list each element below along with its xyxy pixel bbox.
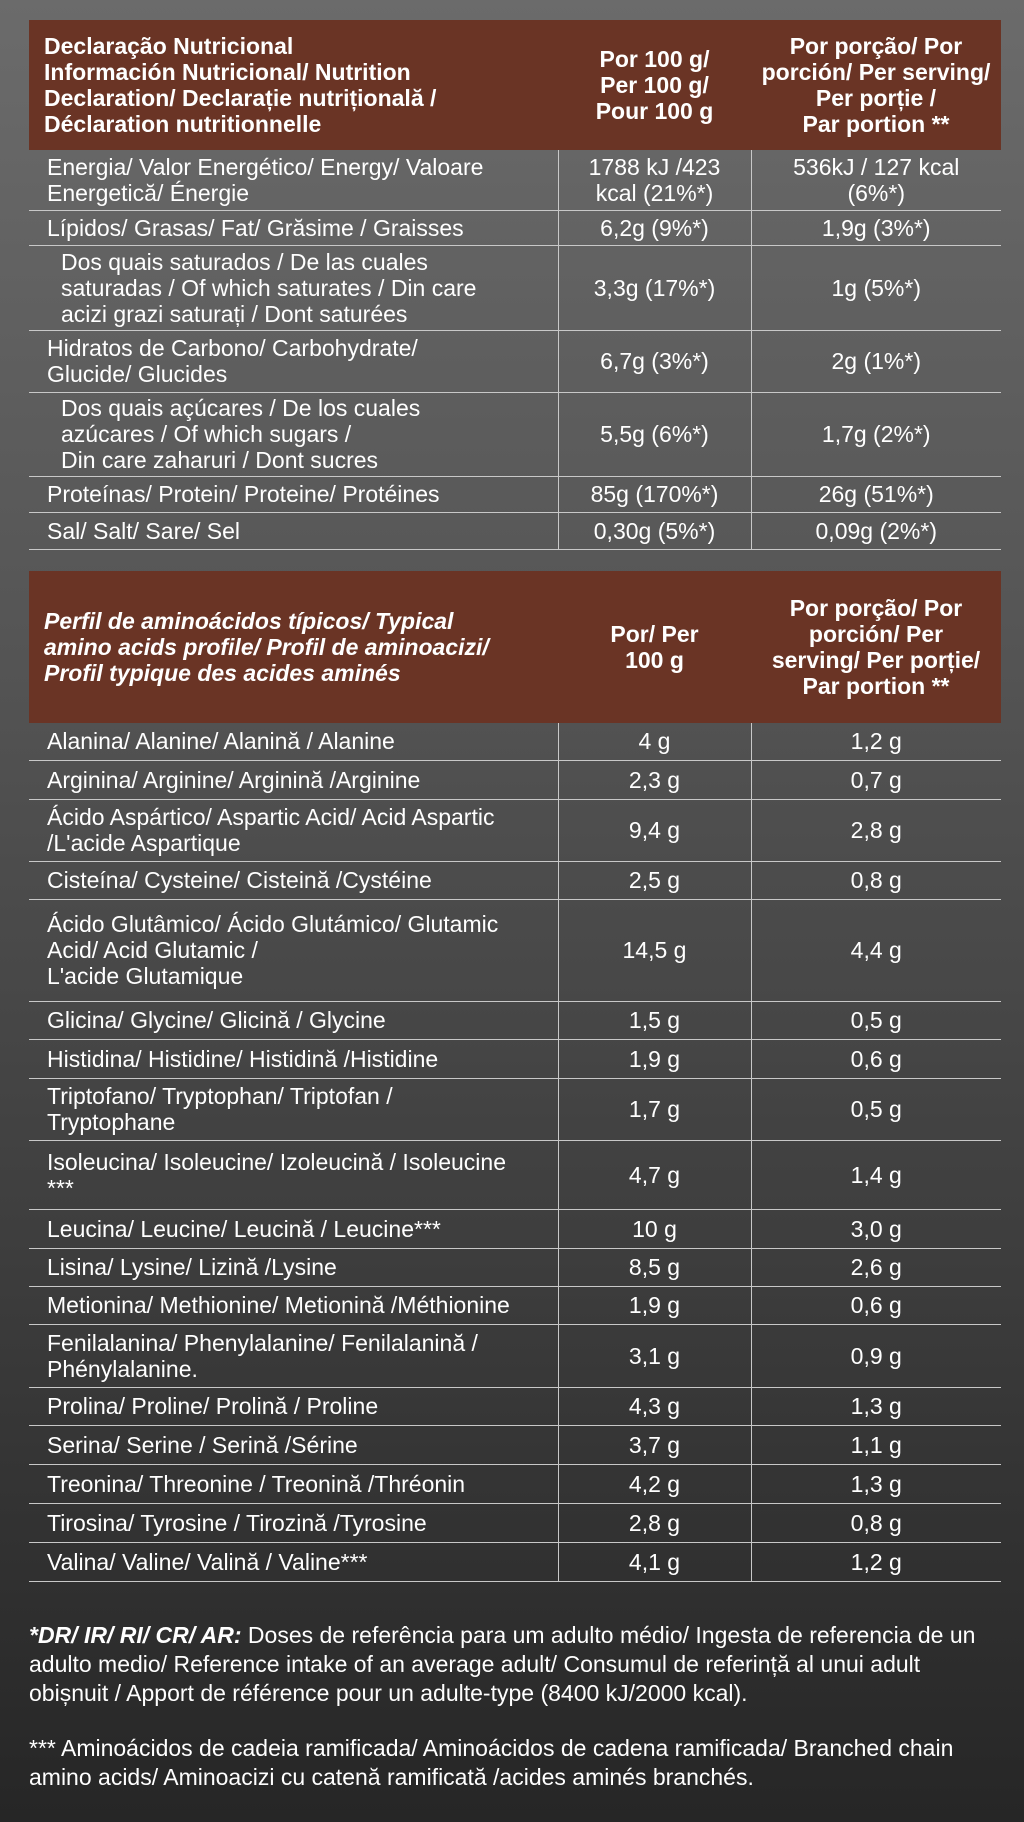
nutrient-per-100g-line: 3,3g (17%*) — [593, 274, 716, 301]
bcaa-footnote: *** Aminoácidos de cadeia ramificada/ Aminoácidos de cadena ramificada/ Branched chain amino acids/ Aminoacizi cu catenă ramificată /acides aminés branchés. — [29, 1735, 954, 1790]
amino-per-100g: 1,9 g — [558, 1286, 751, 1324]
amino-per-serving: 1,4 g — [751, 1140, 1001, 1209]
header-line: Por/ Per — [610, 621, 699, 647]
amino-name — [29, 1286, 558, 1324]
amino-row — [29, 799, 1001, 861]
amino-row — [29, 861, 1001, 899]
amino-row — [29, 1503, 1001, 1542]
amino-per-100g: 14,5 g — [558, 899, 751, 1001]
amino-per-serving: 2,8 g — [751, 799, 1001, 861]
nutrient-per-100g-line: kcal (21%*) — [595, 179, 714, 206]
nutrient-name-line: azúcares / Of which sugars / — [61, 421, 352, 447]
amino-name — [29, 1209, 558, 1248]
amino-per-serving: 2,6 g — [751, 1248, 1001, 1286]
amino-name — [29, 799, 558, 861]
amino-row — [29, 1286, 1001, 1324]
amino-name-line: Ácido Aspártico/ Aspartic Acid/ Acid Aspartic — [47, 804, 495, 830]
amino-per-serving: 0,6 g — [751, 1039, 1001, 1078]
amino-row — [29, 1001, 1001, 1039]
amino-per-100g: 4,3 g — [558, 1387, 751, 1425]
nutrient-per-serving — [751, 330, 1001, 392]
header-line: Declaração Nutricional — [44, 33, 294, 59]
amino-per-100g: 3,1 g — [558, 1324, 751, 1387]
header-line: Por porção/ Por — [789, 595, 963, 621]
header-line: Per porție / — [815, 85, 937, 111]
nutrient-name-line: Din care zaharuri / Dont sucres — [61, 447, 379, 473]
nutrition-row — [29, 330, 1001, 392]
amino-name-line: Fenilalanina/ Phenylalanine/ Fenilalanină / — [47, 1329, 478, 1356]
nutrient-name — [29, 512, 558, 549]
nutrient-per-100g-line: 6,2g (9%*) — [600, 214, 709, 241]
reference-intake-text: Doses de referência para um adulto médio/ Ingesta de referencia de un adulto medio/ Reference intake of an average adult/ Consumul de referință al unui adult obișnuit / Apport de référence pour un adulte-type (8400 kJ/2000 kcal). — [29, 1622, 976, 1706]
header-line: Perfil de aminoácidos típicos/ Typical — [44, 608, 454, 634]
nutrient-per-100g — [558, 245, 751, 330]
amino-per-serving: 0,9 g — [751, 1324, 1001, 1387]
amino-row — [29, 1209, 1001, 1248]
nutrition-declaration-table — [29, 20, 1001, 550]
amino-per-100g: 10 g — [558, 1209, 751, 1248]
amino-name — [29, 1078, 558, 1140]
amino-row — [29, 1542, 1001, 1581]
amino-row — [29, 1324, 1001, 1387]
nutrient-per-serving-line: 1g (5%*) — [831, 274, 921, 301]
amino-per-serving: 1,2 g — [751, 1542, 1001, 1581]
nutrient-per-serving-line: 0,09g (2%*) — [815, 517, 937, 544]
nutrient-per-100g — [558, 210, 751, 245]
nutrient-per-serving-line: 1,7g (2%*) — [821, 421, 931, 447]
nutrient-per-100g — [558, 330, 751, 392]
header-line: Déclaration nutritionnelle — [44, 111, 322, 137]
amino-row — [29, 1078, 1001, 1140]
amino-name-line: Serina/ Serine / Serină /Sérine — [47, 1431, 358, 1458]
amino-name-line: Glicina/ Glycine/ Glicină / Glycine — [47, 1007, 386, 1033]
nutrient-per-serving — [751, 150, 1001, 210]
amino-row — [29, 760, 1001, 799]
nutrition-row — [29, 392, 1001, 476]
nutrient-per-serving-line: 536kJ / 127 kcal — [793, 153, 960, 180]
nutrient-per-100g-line: 6,7g (3%*) — [600, 348, 709, 374]
amino-name-line: Valina/ Valine/ Valină / Valine*** — [47, 1548, 368, 1575]
nutrient-per-100g-line: 1788 kJ /423 — [588, 153, 721, 180]
amino-per-serving: 0,5 g — [751, 1078, 1001, 1140]
amino-name — [29, 1248, 558, 1286]
amino-row — [29, 1248, 1001, 1286]
reference-intake-label: *DR/ IR/ RI/ CR/ AR: — [29, 1622, 242, 1648]
nutrient-per-serving — [751, 210, 1001, 245]
amino-name — [29, 1001, 558, 1039]
nutrient-name-line: Proteínas/ Protein/ Proteine/ Protéines — [47, 481, 440, 507]
amino-header-row — [29, 571, 1001, 723]
header-line: serving/ Per porție/ — [771, 647, 981, 673]
nutrient-per-serving — [751, 512, 1001, 549]
amino-per-serving: 0,6 g — [751, 1286, 1001, 1324]
nutrient-per-100g-line: 0,30g (5%*) — [593, 517, 716, 544]
nutrient-per-serving — [751, 245, 1001, 330]
nutrient-per-serving — [751, 476, 1001, 512]
amino-per-serving: 1,2 g — [751, 723, 1001, 760]
amino-name-line: Phénylalanine. — [47, 1355, 198, 1382]
amino-row — [29, 899, 1001, 1001]
header-line: porción/ Per serving/ — [761, 59, 991, 85]
amino-per-serving: 3,0 g — [751, 1209, 1001, 1248]
header-line: Por porção/ Por — [789, 33, 963, 59]
header-line: Per 100 g/ — [600, 72, 709, 98]
header-line: porción/ Per — [808, 621, 944, 647]
amino-per-serving: 0,8 g — [751, 1503, 1001, 1542]
amino-per-100g: 9,4 g — [558, 799, 751, 861]
amino-name-line: Ácido Glutâmico/ Ácido Glutámico/ Glutamic — [47, 911, 499, 937]
nutrient-name — [29, 392, 558, 476]
amino-name-line: Arginina/ Arginine/ Arginină /Arginine — [47, 766, 421, 793]
header-line: amino acids profile/ Profil de aminoacizi/ — [44, 634, 489, 660]
amino-name-line: Tirosina/ Tyrosine / Tirozină /Tyrosine — [47, 1509, 427, 1536]
amino-name-line: Histidina/ Histidine/ Histidină /Histidine — [47, 1045, 439, 1072]
nutrient-name-line: acizi grazi saturați / Dont saturées — [61, 300, 408, 327]
amino-name-line: Cisteína/ Cysteine/ Cisteină /Cystéine — [47, 867, 432, 893]
amino-per-100g: 1,7 g — [558, 1078, 751, 1140]
nutrition-rows — [29, 150, 1001, 549]
amino-header-label — [29, 571, 558, 723]
nutrition-header-per-serving — [751, 20, 1001, 150]
amino-name — [29, 899, 558, 1001]
header-line: Par portion ** — [802, 673, 950, 699]
nutrient-name-line: Energetică/ Énergie — [47, 179, 250, 206]
header-line: Pour 100 g — [595, 98, 714, 124]
nutrient-per-serving-line: (6%*) — [847, 179, 905, 206]
nutrient-name-line: Dos quais saturados / De las cuales — [61, 248, 428, 275]
nutrient-name-line: Lípidos/ Grasas/ Fat/ Grăsime / Graisses — [47, 214, 464, 241]
amino-name-line: Isoleucina/ Isoleucine/ Izoleucină / Isoleucine — [47, 1148, 507, 1175]
amino-name — [29, 723, 558, 760]
amino-per-100g: 4,2 g — [558, 1464, 751, 1503]
amino-name — [29, 1039, 558, 1078]
nutrition-row — [29, 476, 1001, 512]
amino-name-line: Alanina/ Alanine/ Alanină / Alanine — [47, 728, 395, 755]
amino-name-line: Triptofano/ Tryptophan/ Triptofan / — [47, 1083, 393, 1109]
nutrition-row — [29, 512, 1001, 549]
amino-name — [29, 861, 558, 899]
amino-per-100g: 3,7 g — [558, 1425, 751, 1464]
amino-per-serving: 0,8 g — [751, 861, 1001, 899]
amino-header-per-100g — [558, 571, 751, 723]
nutrient-per-100g — [558, 392, 751, 476]
nutrient-per-100g — [558, 150, 751, 210]
nutrient-name — [29, 476, 558, 512]
amino-name — [29, 760, 558, 799]
nutrient-name-line: Dos quais açúcares / De los cuales — [61, 395, 421, 421]
amino-header-per-serving — [751, 571, 1001, 723]
nutrient-per-serving-line: 2g (1%*) — [831, 348, 921, 374]
amino-name-line: Treonina/ Threonine / Treonină /Thréonin — [47, 1470, 466, 1497]
nutrition-header-row — [29, 20, 1001, 150]
amino-rows — [29, 723, 1001, 1581]
amino-name-line: Lisina/ Lysine/ Lizină /Lysine — [47, 1254, 337, 1280]
nutrient-per-100g-line: 85g (170%*) — [590, 481, 719, 507]
amino-per-serving: 1,3 g — [751, 1464, 1001, 1503]
amino-name — [29, 1425, 558, 1464]
nutrient-name-line: Glucide/ Glucides — [47, 361, 228, 387]
nutrient-per-100g — [558, 476, 751, 512]
nutrient-per-serving-line: 1,9g (3%*) — [821, 214, 931, 241]
nutrition-header-label — [29, 20, 558, 150]
amino-row — [29, 1387, 1001, 1425]
amino-per-100g: 2,3 g — [558, 760, 751, 799]
nutrient-name — [29, 330, 558, 392]
amino-name-line: Acid/ Acid Glutamic / — [47, 937, 258, 963]
nutrition-row — [29, 210, 1001, 245]
amino-name-line: *** — [47, 1174, 74, 1201]
amino-name-line: /L'acide Aspartique — [47, 830, 241, 856]
amino-per-100g: 2,8 g — [558, 1503, 751, 1542]
amino-row — [29, 1039, 1001, 1078]
amino-per-100g: 8,5 g — [558, 1248, 751, 1286]
amino-name — [29, 1503, 558, 1542]
amino-per-100g: 1,5 g — [558, 1001, 751, 1039]
amino-name — [29, 1387, 558, 1425]
amino-name-line: Metionina/ Methionine/ Metionină /Méthionine — [47, 1292, 510, 1318]
amino-name-line: Tryptophane — [47, 1109, 176, 1135]
nutrient-name-line: Hidratos de Carbono/ Carbohydrate/ — [47, 335, 418, 361]
header-line: Declaration/ Declarație nutrițională / — [44, 85, 437, 111]
nutrient-name — [29, 245, 558, 330]
nutrient-name-line: Energia/ Valor Energético/ Energy/ Valoare — [47, 153, 484, 180]
reference-intake-footnote — [29, 1621, 989, 1708]
nutrition-row — [29, 150, 1001, 210]
amino-acid-profile-table — [29, 571, 1001, 1582]
amino-name-line: Prolina/ Proline/ Prolină / Proline — [47, 1393, 379, 1419]
amino-per-100g: 4,7 g — [558, 1140, 751, 1209]
amino-row — [29, 1425, 1001, 1464]
header-line: Profil typique des acides aminés — [44, 660, 401, 686]
nutrient-name-line: saturadas / Of which saturates / Din care — [61, 274, 477, 301]
amino-per-100g: 1,9 g — [558, 1039, 751, 1078]
amino-name — [29, 1464, 558, 1503]
amino-per-serving: 1,1 g — [751, 1425, 1001, 1464]
nutrient-per-100g — [558, 512, 751, 549]
amino-name — [29, 1324, 558, 1387]
amino-name — [29, 1542, 558, 1581]
header-line: Información Nutricional/ Nutrition — [44, 59, 411, 85]
amino-per-100g: 2,5 g — [558, 861, 751, 899]
amino-per-serving: 0,5 g — [751, 1001, 1001, 1039]
nutrient-per-100g-line: 5,5g (6%*) — [600, 421, 709, 447]
amino-per-100g: 4 g — [558, 723, 751, 760]
amino-name-line: L'acide Glutamique — [47, 963, 244, 989]
amino-per-serving: 1,3 g — [751, 1387, 1001, 1425]
nutrient-per-serving — [751, 392, 1001, 476]
amino-row — [29, 1140, 1001, 1209]
amino-per-serving: 4,4 g — [751, 899, 1001, 1001]
nutrition-row — [29, 245, 1001, 330]
header-line: Par portion ** — [802, 111, 950, 137]
nutrient-name-line: Sal/ Salt/ Sare/ Sel — [47, 517, 241, 544]
header-line: Por 100 g/ — [599, 46, 710, 72]
nutrient-per-serving-line: 26g (51%*) — [818, 481, 934, 507]
header-line: 100 g — [625, 647, 684, 673]
nutrient-name — [29, 150, 558, 210]
amino-row — [29, 723, 1001, 760]
amino-per-serving: 0,7 g — [751, 760, 1001, 799]
amino-per-100g: 4,1 g — [558, 1542, 751, 1581]
amino-name-line: Leucina/ Leucine/ Leucină / Leucine*** — [47, 1215, 441, 1242]
amino-name — [29, 1140, 558, 1209]
nutrient-name — [29, 210, 558, 245]
amino-row — [29, 1464, 1001, 1503]
nutrition-header-per-100g — [558, 20, 751, 150]
